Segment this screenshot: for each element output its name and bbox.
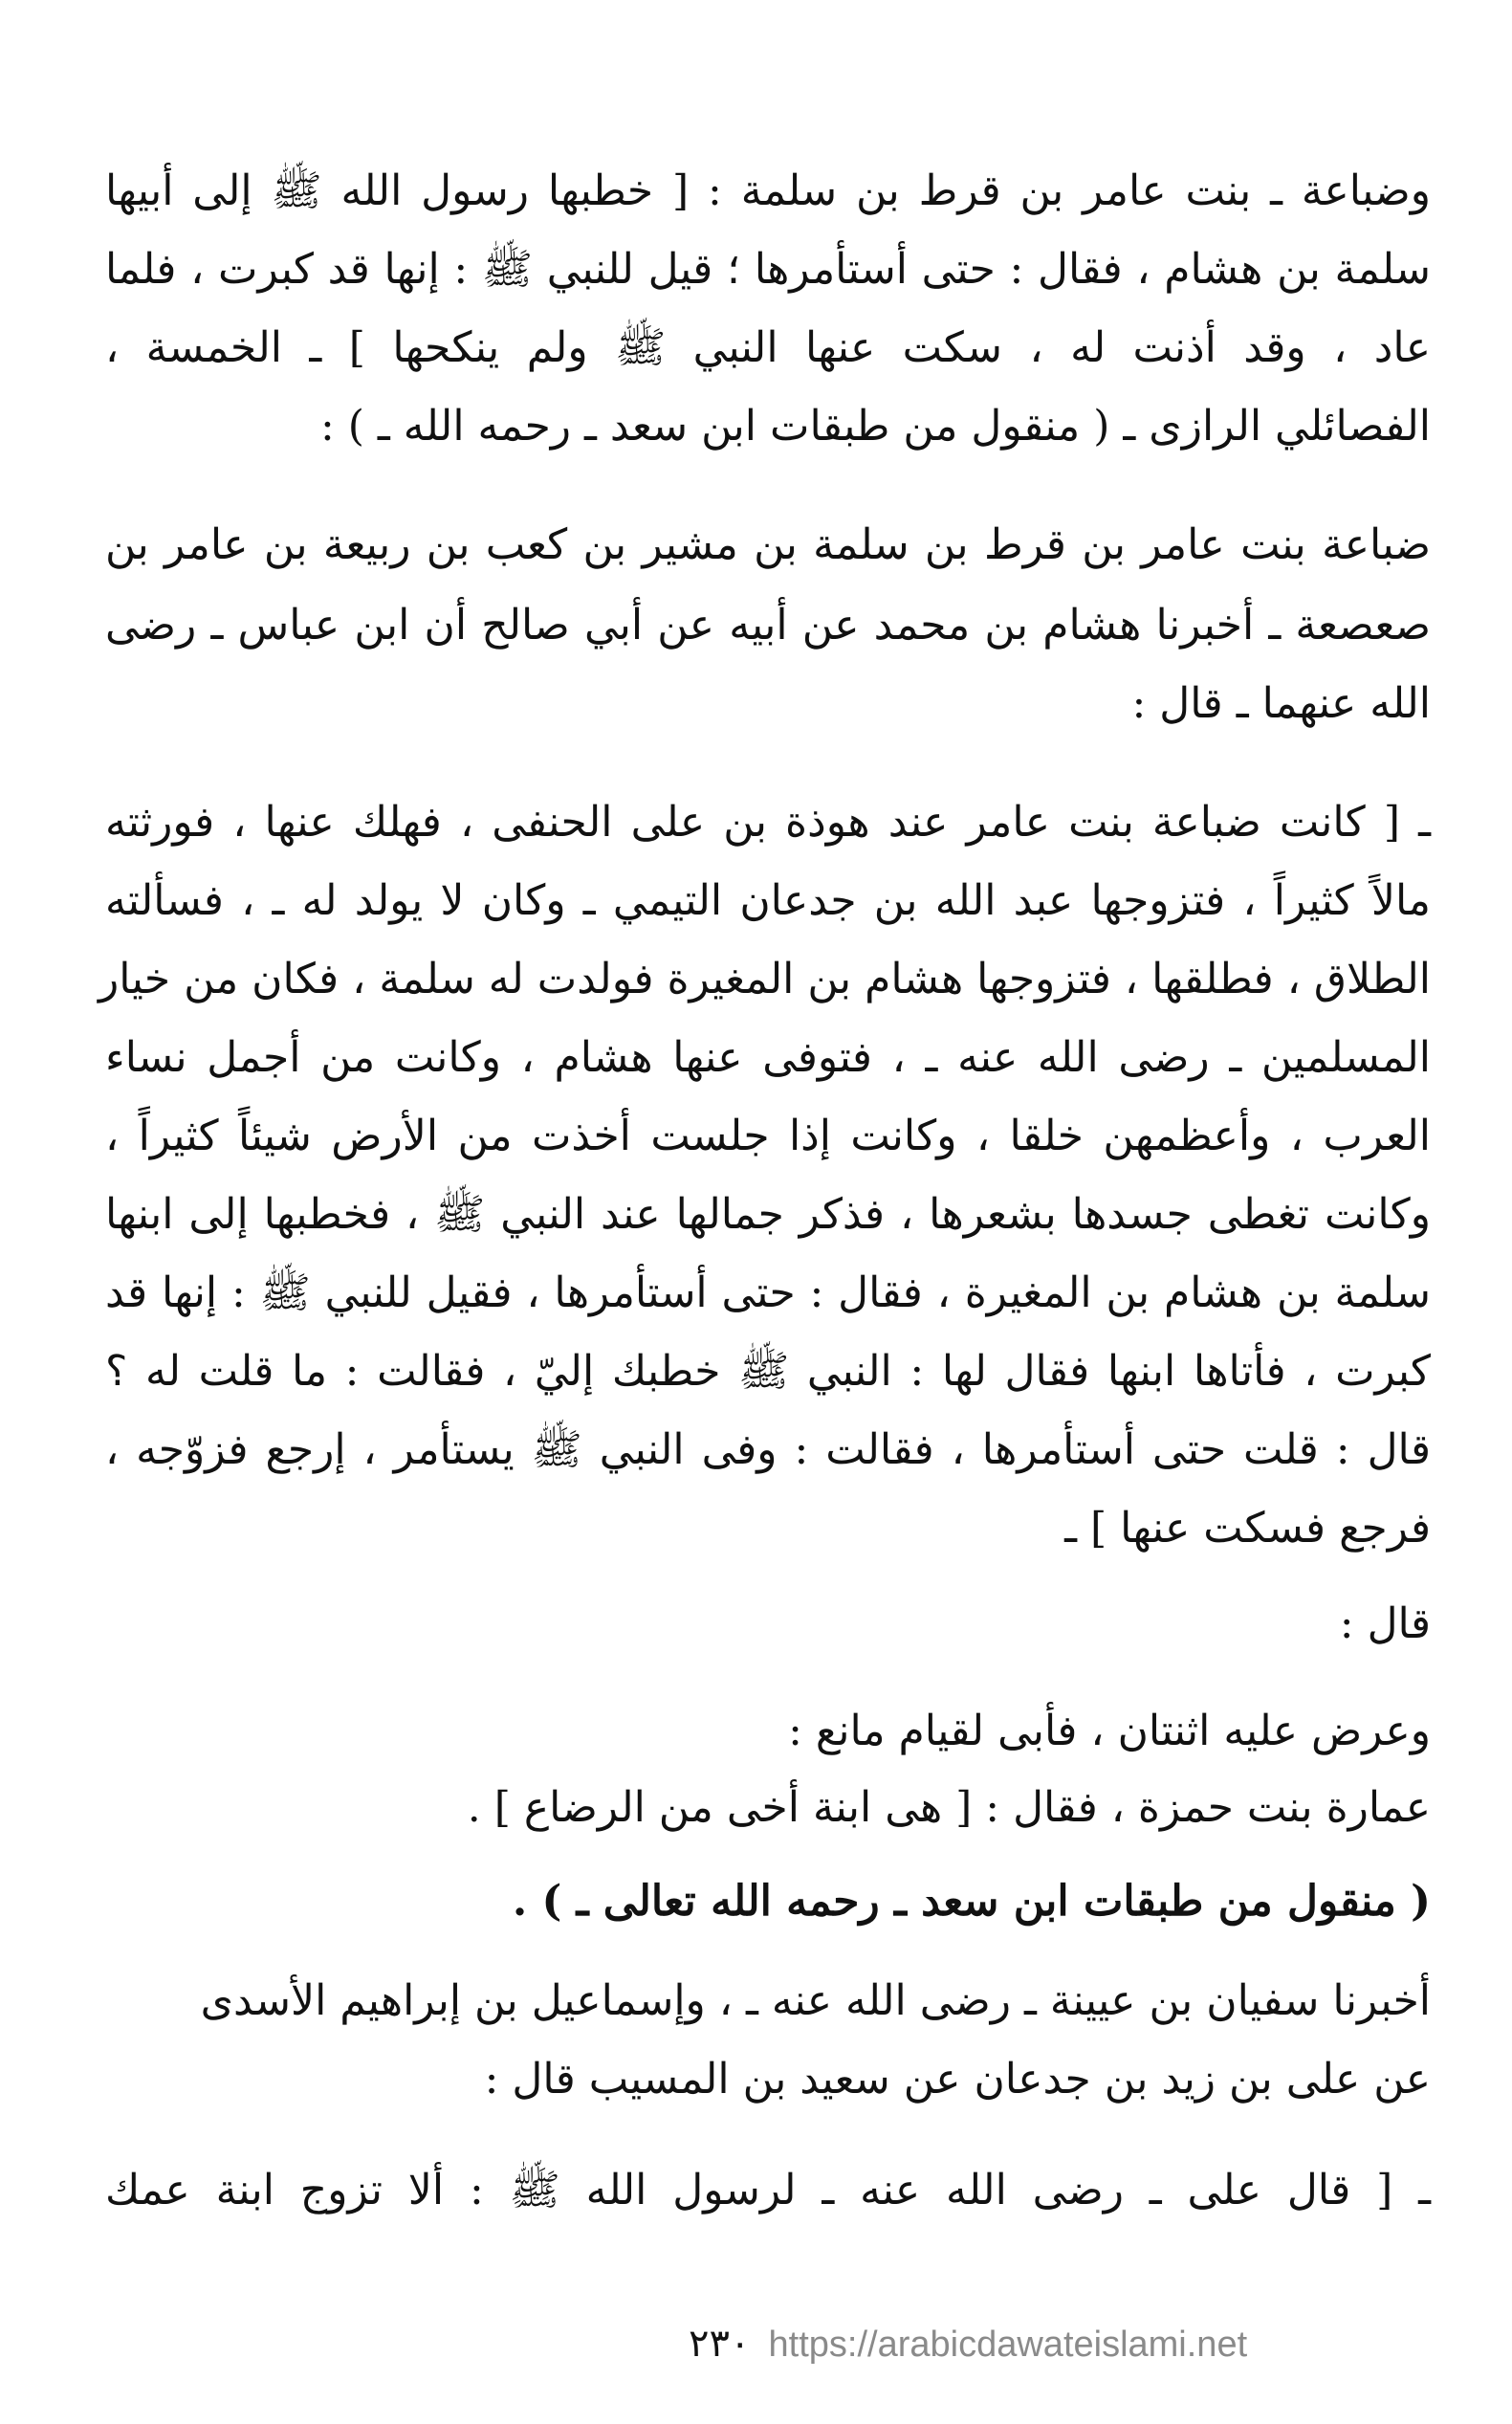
text-line: عمارة بنت حمزة ، فقال : [ هى ابنة أخى من الرضاع ] . [467,1783,1431,1832]
text-line: قال : [1339,1599,1431,1648]
text-line: ـ [ كانت ضباعة بنت عامر عند هوذة بن على الحنفى ، فهلك عنها ، فورثته [105,798,1431,847]
text-line: كبرت ، فأتاها ابنها فقال لها : النبي ﷺ خطبك إليّ ، فقالت : ما قلت له ؟ [105,1347,1431,1396]
text-line: عن على بن زيد بن جدعان عن سعيد بن المسيب قال : [484,2055,1431,2104]
text-line: مالاً كثيراً ، فتزوجها عبد الله بن جدعان التيمي ـ وكان لا يولد له ـ ، فسألته [105,876,1431,925]
text-line: الطلاق ، فطلقها ، فتزوجها هشام بن المغيرة فولدت له سلمة ، فكان من خيار [98,955,1431,1003]
text-line: صعصعة ـ أخبرنا هشام بن محمد عن أبيه عن أبي صالح أن ابن عباس ـ رضى [105,601,1431,650]
text-line: وكانت تغطى جسدها بشعرها ، فذكر جمالها عند النبي ﷺ ، فخطبها إلى ابنها [105,1190,1431,1239]
text-line: فرجع فسكت عنها ] ـ [1064,1504,1431,1553]
text-line: العرب ، وأعظمهن خلقا ، وكانت إذا جلست أخذت من الأرض شيئاً كثيراً ، [105,1112,1431,1160]
text-line: وعرض عليه اثنتان ، فأبى لقيام مانع : [788,1707,1431,1755]
page-footer [689,2320,1247,2368]
text-line: عاد ، وقد أذنت له ، سكت عنها النبي ﷺ ولم ينكحها ] ـ الخمسة ، [105,323,1431,372]
text-line: أخبرنا سفيان بن عيينة ـ رضى الله عنه ـ ، وإسماعيل بن إبراهيم الأسدى [200,1976,1431,2025]
text-line: سلمة بن هشام بن المغيرة ، فقال : حتى أستأمرها ، فقيل للنبي ﷺ : إنها قد [105,1268,1431,1317]
text-line: الفصائلي الرازى ـ ( منقول من طبقات ابن سعد ـ رحمه الله ـ ) : [319,402,1431,451]
watermark-url: https://arabicdawateislami.net [768,2325,1248,2365]
page-number: ٢٣٠ [689,2322,751,2366]
text-line: وضباعة ـ بنت عامر بن قرط بن سلمة : [ خطبها رسول الله ﷺ إلى أبيها [105,166,1431,215]
text-line: ضباعة بنت عامر بن قرط بن سلمة بن مشير بن كعب بن ربيعة بن عامر بن [105,520,1431,569]
text-line: قال : قلت حتى أستأمرها ، فقالت : وفى النبي ﷺ يستأمر ، إرجع فزوّجه ، [105,1425,1431,1474]
text-line: ـ [ قال على ـ رضى الله عنه ـ لرسول الله ﷺ : ألا تزوج ابنة عمك [105,2166,1431,2215]
text-line: الله عنهما ـ قال : [1131,679,1431,728]
section-heading: ( منقول من طبقات ابن سعد ـ رحمه الله تعالى ـ ) . [512,1877,1431,1926]
text-line: المسلمين ـ رضى الله عنه ـ ، فتوفى عنها هشام ، وكانت من أجمل نساء [105,1033,1431,1082]
text-line: سلمة بن هشام ، فقال : حتى أستأمرها ؛ قيل للنبي ﷺ : إنها قد كبرت ، فلما [105,245,1431,294]
